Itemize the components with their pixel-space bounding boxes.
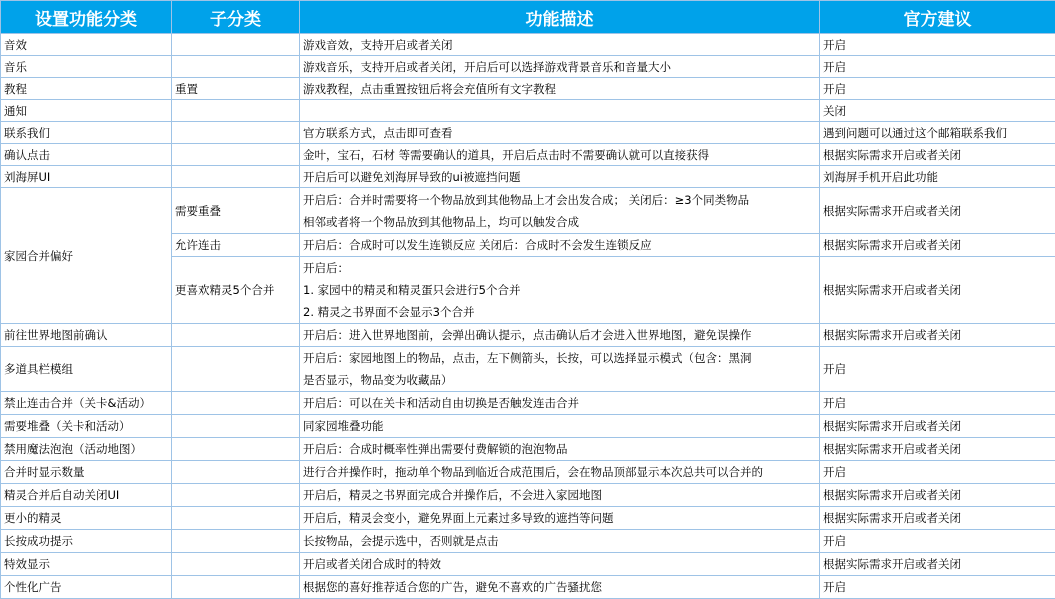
- category-cell[interactable]: 前往世界地图前确认: [1, 324, 172, 347]
- advice-cell[interactable]: 开启: [820, 78, 1055, 100]
- advice-cell[interactable]: 开启: [820, 392, 1055, 415]
- advice-cell[interactable]: 根据实际需求开启或者关闭: [820, 144, 1055, 166]
- table-row: [1, 507, 1055, 530]
- description-line: 开启后：可以在关卡和活动自由切换是否触发连击合并: [303, 392, 816, 414]
- description-line: 开启或者关闭合成时的特效: [303, 553, 816, 575]
- description-line: 1. 家园中的精灵和精灵蛋只会进行5个合并: [303, 279, 816, 301]
- table-row: [1, 553, 1055, 576]
- category-cell[interactable]: 多道具栏模组: [1, 347, 172, 392]
- subcategory-cell[interactable]: [172, 34, 300, 56]
- category-cell[interactable]: 联系我们: [1, 122, 172, 144]
- advice-cell[interactable]: 根据实际需求开启或者关闭: [820, 438, 1055, 461]
- description-cell[interactable]: [300, 484, 820, 507]
- table-row: [1, 347, 1055, 392]
- category-cell[interactable]: 长按成功提示: [1, 530, 172, 553]
- category-cell[interactable]: 家园合并偏好: [1, 188, 172, 324]
- category-cell[interactable]: 禁用魔法泡泡（活动地图）: [1, 438, 172, 461]
- category-cell[interactable]: 教程: [1, 78, 172, 100]
- description-cell[interactable]: [300, 461, 820, 484]
- advice-cell[interactable]: 根据实际需求开启或者关闭: [820, 484, 1055, 507]
- category-cell[interactable]: 需要堆叠（关卡和活动）: [1, 415, 172, 438]
- subcategory-cell[interactable]: [172, 438, 300, 461]
- description-line: 开启后：合成时概率性弹出需要付费解锁的泡泡物品: [303, 438, 816, 460]
- category-cell[interactable]: 确认点击: [1, 144, 172, 166]
- advice-cell[interactable]: 遇到问题可以通过这个邮箱联系我们: [820, 122, 1055, 144]
- advice-cell[interactable]: 开启: [820, 530, 1055, 553]
- subcategory-cell[interactable]: [172, 576, 300, 599]
- description-line: 开启后：: [303, 257, 816, 279]
- table-row: [1, 324, 1055, 347]
- description-cell[interactable]: [300, 415, 820, 438]
- table-row: [1, 438, 1055, 461]
- advice-cell[interactable]: 开启: [820, 347, 1055, 392]
- subcategory-cell[interactable]: [172, 144, 300, 166]
- advice-cell[interactable]: 根据实际需求开启或者关闭: [820, 415, 1055, 438]
- subcategory-cell[interactable]: 重置: [172, 78, 300, 100]
- subcategory-cell[interactable]: [172, 530, 300, 553]
- description-line: 进行合并操作时，拖动单个物品到临近合成范围后，会在物品顶部显示本次总共可以合并的: [303, 461, 816, 483]
- table-row: [1, 415, 1055, 438]
- subcategory-cell[interactable]: [172, 553, 300, 576]
- advice-cell[interactable]: 根据实际需求开启或者关闭: [820, 257, 1055, 324]
- description-line: 开启后：家园地图上的物品，点击，左下侧箭头，长按，可以选择显示模式（包含：黑洞: [303, 347, 816, 369]
- description-cell[interactable]: 游戏音乐，支持开启或者关闭，开启后可以选择游戏背景音乐和音量大小: [300, 56, 820, 78]
- description-cell[interactable]: 金叶，宝石，石材 等需要确认的道具，开启后点击时不需要确认就可以直接获得: [300, 144, 820, 166]
- description-line: 开启后：合并时需要将一个物品放到其他物品上才会出发合成； 关闭后：≥3个同类物品: [303, 189, 816, 211]
- advice-cell[interactable]: 开启: [820, 461, 1055, 484]
- table-row: [1, 530, 1055, 553]
- subcategory-cell[interactable]: [172, 461, 300, 484]
- table-row: [1, 576, 1055, 599]
- subcategory-cell[interactable]: 需要重叠: [172, 188, 300, 234]
- subcategory-cell[interactable]: [172, 392, 300, 415]
- description-line: 开启后，精灵会变小，避免界面上元素过多导致的遮挡等问题: [303, 507, 816, 529]
- category-cell[interactable]: 精灵合并后自动关闭UI: [1, 484, 172, 507]
- header-description[interactable]: 功能描述: [300, 1, 820, 34]
- subcategory-cell[interactable]: [172, 347, 300, 392]
- table-row: [1, 100, 1055, 122]
- advice-cell[interactable]: 根据实际需求开启或者关闭: [820, 553, 1055, 576]
- description-line: 同家园堆叠功能: [303, 415, 816, 437]
- description-cell[interactable]: [300, 257, 820, 324]
- category-cell[interactable]: 音效: [1, 34, 172, 56]
- subcategory-cell[interactable]: 允许连击: [172, 234, 300, 257]
- subcategory-cell[interactable]: 更喜欢精灵5个合并: [172, 257, 300, 324]
- description-line: 相邻或者将一个物品放到其他物品上，均可以触发合成: [303, 211, 816, 233]
- description-cell[interactable]: [300, 576, 820, 599]
- header-category[interactable]: 设置功能分类: [1, 1, 172, 34]
- description-line: 长按物品，会提示选中，否则就是点击: [303, 530, 816, 552]
- category-cell[interactable]: 更小的精灵: [1, 507, 172, 530]
- category-cell[interactable]: 合并时显示数量: [1, 461, 172, 484]
- subcategory-cell[interactable]: [172, 166, 300, 188]
- table-row: [1, 166, 1055, 188]
- category-cell[interactable]: 个性化广告: [1, 576, 172, 599]
- advice-cell[interactable]: 刘海屏手机开启此功能: [820, 166, 1055, 188]
- subcategory-cell[interactable]: [172, 324, 300, 347]
- table-body: [1, 34, 1055, 599]
- description-line: 开启后，精灵之书界面完成合并操作后，不会进入家园地图: [303, 484, 816, 506]
- description-cell[interactable]: [300, 438, 820, 461]
- subcategory-cell[interactable]: [172, 100, 300, 122]
- description-cell[interactable]: [300, 347, 820, 392]
- subcategory-cell[interactable]: [172, 122, 300, 144]
- advice-cell[interactable]: 关闭: [820, 100, 1055, 122]
- description-cell[interactable]: [300, 530, 820, 553]
- description-cell[interactable]: 官方联系方式，点击即可查看: [300, 122, 820, 144]
- category-cell[interactable]: 通知: [1, 100, 172, 122]
- description-cell[interactable]: [300, 553, 820, 576]
- description-cell[interactable]: 开启后可以避免刘海屏导致的ui被遮挡问题: [300, 166, 820, 188]
- description-line: 开启后：合成时可以发生连锁反应 关闭后：合成时不会发生连锁反应: [303, 234, 816, 256]
- header-row: [1, 1, 1055, 34]
- advice-cell[interactable]: 根据实际需求开启或者关闭: [820, 324, 1055, 347]
- category-cell[interactable]: 禁止连击合并（关卡&活动）: [1, 392, 172, 415]
- category-cell[interactable]: 音乐: [1, 56, 172, 78]
- advice-cell[interactable]: 根据实际需求开启或者关闭: [820, 188, 1055, 234]
- category-cell[interactable]: 特效显示: [1, 553, 172, 576]
- description-cell[interactable]: [300, 100, 820, 122]
- description-cell[interactable]: [300, 188, 820, 234]
- description-cell[interactable]: [300, 234, 820, 257]
- table-row: [1, 484, 1055, 507]
- advice-cell[interactable]: 开启: [820, 34, 1055, 56]
- description-cell[interactable]: [300, 392, 820, 415]
- description-line: 根据您的喜好推荐适合您的广告，避免不喜欢的广告骚扰您: [303, 576, 816, 598]
- description-cell[interactable]: [300, 324, 820, 347]
- table-row: [1, 122, 1055, 144]
- table-row: [1, 34, 1055, 56]
- subcategory-cell[interactable]: [172, 56, 300, 78]
- advice-cell[interactable]: 开启: [820, 56, 1055, 78]
- description-line: 是否显示，物品变为收藏品）: [303, 369, 816, 391]
- table-row: [1, 461, 1055, 484]
- description-line: 开启后：进入世界地图前，会弹出确认提示，点击确认后才会进入世界地图，避免误操作: [303, 324, 816, 346]
- subcategory-cell[interactable]: [172, 507, 300, 530]
- category-cell[interactable]: 刘海屏UI: [1, 166, 172, 188]
- header-subcategory[interactable]: 子分类: [172, 1, 300, 34]
- table-row: [1, 78, 1055, 100]
- description-cell[interactable]: [300, 507, 820, 530]
- advice-cell[interactable]: 开启: [820, 576, 1055, 599]
- table-row: [1, 188, 1055, 234]
- advice-cell[interactable]: 根据实际需求开启或者关闭: [820, 507, 1055, 530]
- subcategory-cell[interactable]: [172, 484, 300, 507]
- table-row: [1, 392, 1055, 415]
- table-row: [1, 56, 1055, 78]
- description-cell[interactable]: 游戏音效，支持开启或者关闭: [300, 34, 820, 56]
- header-advice[interactable]: 官方建议: [820, 1, 1055, 34]
- description-line: 2. 精灵之书界面不会显示3个合并: [303, 301, 816, 323]
- description-cell[interactable]: 游戏教程，点击重置按钮后将会充值所有文字教程: [300, 78, 820, 100]
- advice-cell[interactable]: 根据实际需求开启或者关闭: [820, 234, 1055, 257]
- subcategory-cell[interactable]: [172, 415, 300, 438]
- table-row: [1, 144, 1055, 166]
